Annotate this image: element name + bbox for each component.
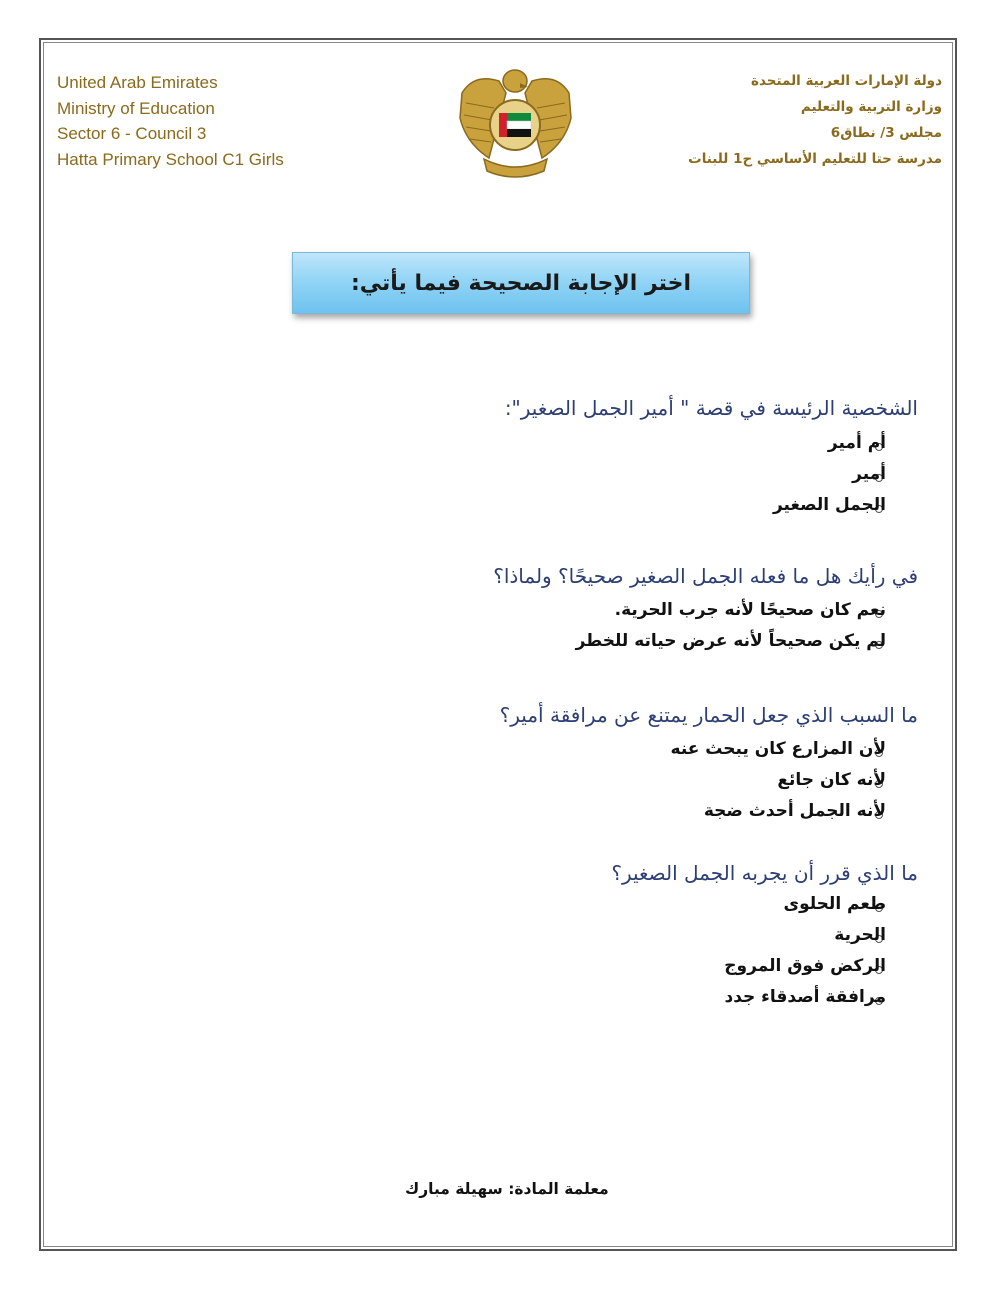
header-arabic	[688, 68, 942, 172]
teacher-name: معلمة المادة: سهيلة مبارك	[405, 1180, 609, 1198]
option-q4-2[interactable]: الحرية	[834, 925, 886, 945]
option-q1-2[interactable]: أمير	[852, 464, 886, 484]
header-council-en: Sector 6 - Council 3	[57, 124, 207, 143]
uae-emblem-icon	[444, 63, 587, 184]
option-q2-1[interactable]: نعم كان صحيحًا لأنه جرب الحرية.	[614, 600, 886, 620]
option-q3-2[interactable]: لأنه كان جائع	[777, 770, 886, 790]
option-q4-3[interactable]: الركض فوق المروج	[724, 956, 886, 976]
header-ministry-en: Ministry of Education	[57, 98, 215, 118]
question-4: ما الذي قرر أن يجربه الجمل الصغير؟	[611, 861, 918, 885]
header-country-en: United Arab Emirates	[57, 73, 218, 92]
option-q4-1[interactable]: طعم الحلوى	[783, 894, 886, 914]
header-english	[57, 70, 284, 172]
instruction-text: اختر الإجابة الصحيحة فيما يأتي:	[350, 270, 692, 296]
option-q1-1[interactable]: أم أمير	[827, 433, 886, 453]
option-q4-4[interactable]: مرافقة أصدقاء جدد	[724, 987, 886, 1007]
header-council-ar: مجلس 3/ نطاق6	[830, 125, 942, 141]
option-q3-3[interactable]: لأنه الجمل أحدث ضجة	[703, 801, 886, 821]
option-q3-1[interactable]: لأن المزارع كان يبحث عنه	[670, 739, 886, 759]
instruction-banner	[292, 252, 750, 314]
question-3: ما السبب الذي جعل الحمار يمتنع عن مرافقة أمير؟	[499, 703, 918, 727]
header-ministry-ar: وزارة التربية والتعليم	[800, 99, 942, 115]
question-1: الشخصية الرئيسة في قصة " أمير الجمل الصغير":	[504, 396, 918, 420]
option-q1-3[interactable]: الجمل الصغير	[772, 495, 886, 515]
header-school-ar: مدرسة حتا للتعليم الأساسي ح1 للبنات	[688, 151, 942, 167]
question-2: في رأيك هل ما فعله الجمل الصغير صحيحًا؟ ولماذا؟	[493, 564, 918, 588]
header-school-en: Hatta Primary School C1 Girls	[57, 149, 284, 169]
option-q2-2[interactable]: لم يكن صحيحاً لأنه عرض حياته للخطر	[575, 631, 886, 651]
header-country-ar: دولة الإمارات العربية المتحدة	[751, 73, 942, 89]
